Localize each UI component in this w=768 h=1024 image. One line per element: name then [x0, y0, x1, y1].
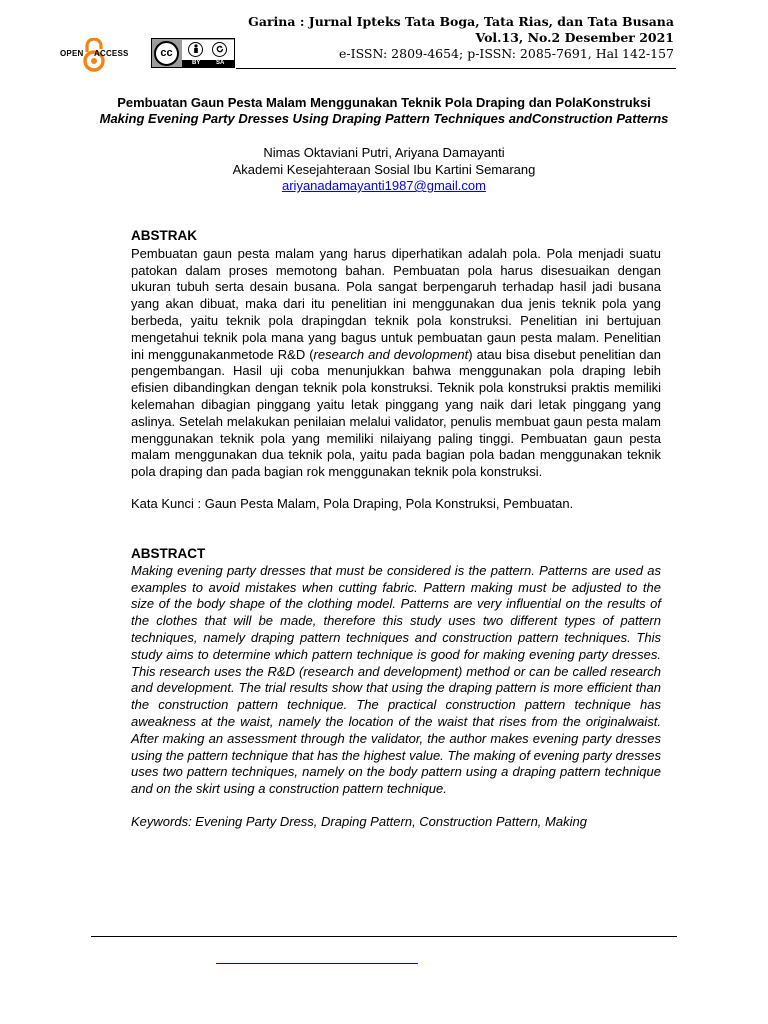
- open-access-label-open: OPEN: [60, 49, 84, 58]
- cc-icons-panel: [182, 40, 234, 60]
- journal-header: [248, 14, 674, 62]
- abstrak-body-part-1: Pembuatan gaun pesta malam yang harus diperhatikan adalah pola. Pola menjadi suatu patokan dalam proses memotong bahan. Pembuatan pola harus disesuaikan dengan ukuran tubuh serta desain busana. Pola sangat berpengaruh terhadap hasil jadi busana yang akan dibuat, maka dari itu penelitian ini menggunakan dua jenis teknik pola yang berbeda, yaitu teknik pola drapingdan teknik pola konstruksi. Penelitian ini bertujuan mengetahui teknik pola mana yang bagus untuk pembuatan gaun pesta malam. Penelitian ini menggunakanmetode R&D (: [131, 245, 661, 362]
- paper-title-indonesian: Pembuatan Gaun Pesta Malam Menggunakan Teknik Pola Draping dan PolaKonstruksi: [117, 95, 651, 110]
- cc-strip-by: BY: [192, 60, 201, 66]
- footnote-link-line[interactable]: [216, 963, 418, 964]
- journal-issn: e-ISSN: 2809-4654; p-ISSN: 2085-7691, Hal 142-157: [339, 46, 674, 61]
- authors: Nimas Oktaviani Putri, Ariyana Damayanti: [263, 145, 505, 160]
- kata-kunci: Kata Kunci : Gaun Pesta Malam, Pola Draping, Pola Konstruksi, Pembuatan.: [131, 496, 574, 511]
- abstrak-body-part-2: ) atau bisa disebut penelitian dan pengembangan. Hasil uji coba menunjukkan bahwa menggunakan pola draping lebih efisien dibandingkan dengan teknik pola konstruksi. Teknik pola konstruksi praktis memiliki kelemahan dibagian pinggang yaitu letak pinggang yang naik dari letak pinggang yang aslinya. Setelah melakukan penilaian melalui validator, penulis membuat gaun pesta malam menggunakan teknik pola yang memiliki nilaiyang paling tinggi. Pembuatan gaun pesta malam menggunakan dua teknik pola, yaitu pada bagian pola badan menggunakan teknik pola draping dan pada bagian rok menggunakan teknik pola konstruksi.: [131, 346, 661, 480]
- cc-by-person-icon: [188, 42, 203, 57]
- creative-commons-icon: cc: [154, 41, 179, 66]
- header-rule: [236, 68, 676, 69]
- journal-volume: Vol.13, No.2 Desember 2021: [475, 30, 674, 45]
- abstrak-body: [131, 246, 661, 481]
- open-access-label-access: ACCESS: [94, 49, 129, 58]
- paper-title-english: Making Evening Party Dresses Using Draping Pattern Techniques andConstruction Patterns: [99, 111, 669, 126]
- abstract-heading: ABSTRACT: [131, 546, 206, 561]
- footer-rule: [91, 936, 677, 937]
- affiliation: Akademi Kesejahteraan Sosial Ibu Kartini Semarang: [232, 162, 536, 177]
- abstrak-section: [131, 228, 661, 481]
- abstrak-body-italic: research and devolopment: [313, 346, 469, 362]
- abstract-body: Making evening party dresses that must be considered is the pattern. Patterns are used as examples to avoid mistakes when cutting fabric. Pattern making must be adjusted to the size of the body shape of the clothing model. Patterns are very influential on the results of the clothes that will be made, therefore this study uses two different types of pattern techniques, namely draping pattern techniques and construction pattern techniques. This study aims to determine which pattern technique is good for making evening party dresses. This research uses the R&D (research and development) method or can be called research and development. The trial results show that using the draping pattern is more efficient than the construction pattern technique. The practical construction pattern technique has aweakness at the waist, namely the location of the waist that rises from the originalwaist. After making an assessment through the validator, the author makes evening party dresses using the pattern technique that has the highest value. The making of evening party dresses uses two pattern techniques, namely on the body pattern using a draping pattern technique and on the skirt using a construction pattern technique.: [131, 562, 661, 797]
- open-access-logo: [60, 36, 150, 72]
- abstrak-heading: ABSTRAK: [131, 228, 197, 243]
- cc-label-strip: [182, 60, 234, 67]
- cc-sa-share-alike-icon: [212, 42, 227, 57]
- author-email-link[interactable]: ariyanadamayanti1987@gmail.com: [282, 178, 486, 193]
- cc-by-sa-badge: [151, 38, 235, 68]
- keywords: Keywords: Evening Party Dress, Draping Pattern, Construction Pattern, Making: [131, 814, 587, 829]
- abstract-section: [131, 546, 661, 798]
- journal-title: Garina : Jurnal Ipteks Tata Boga, Tata Rias, dan Tata Busana: [248, 14, 674, 29]
- cc-strip-sa: SA: [216, 60, 225, 66]
